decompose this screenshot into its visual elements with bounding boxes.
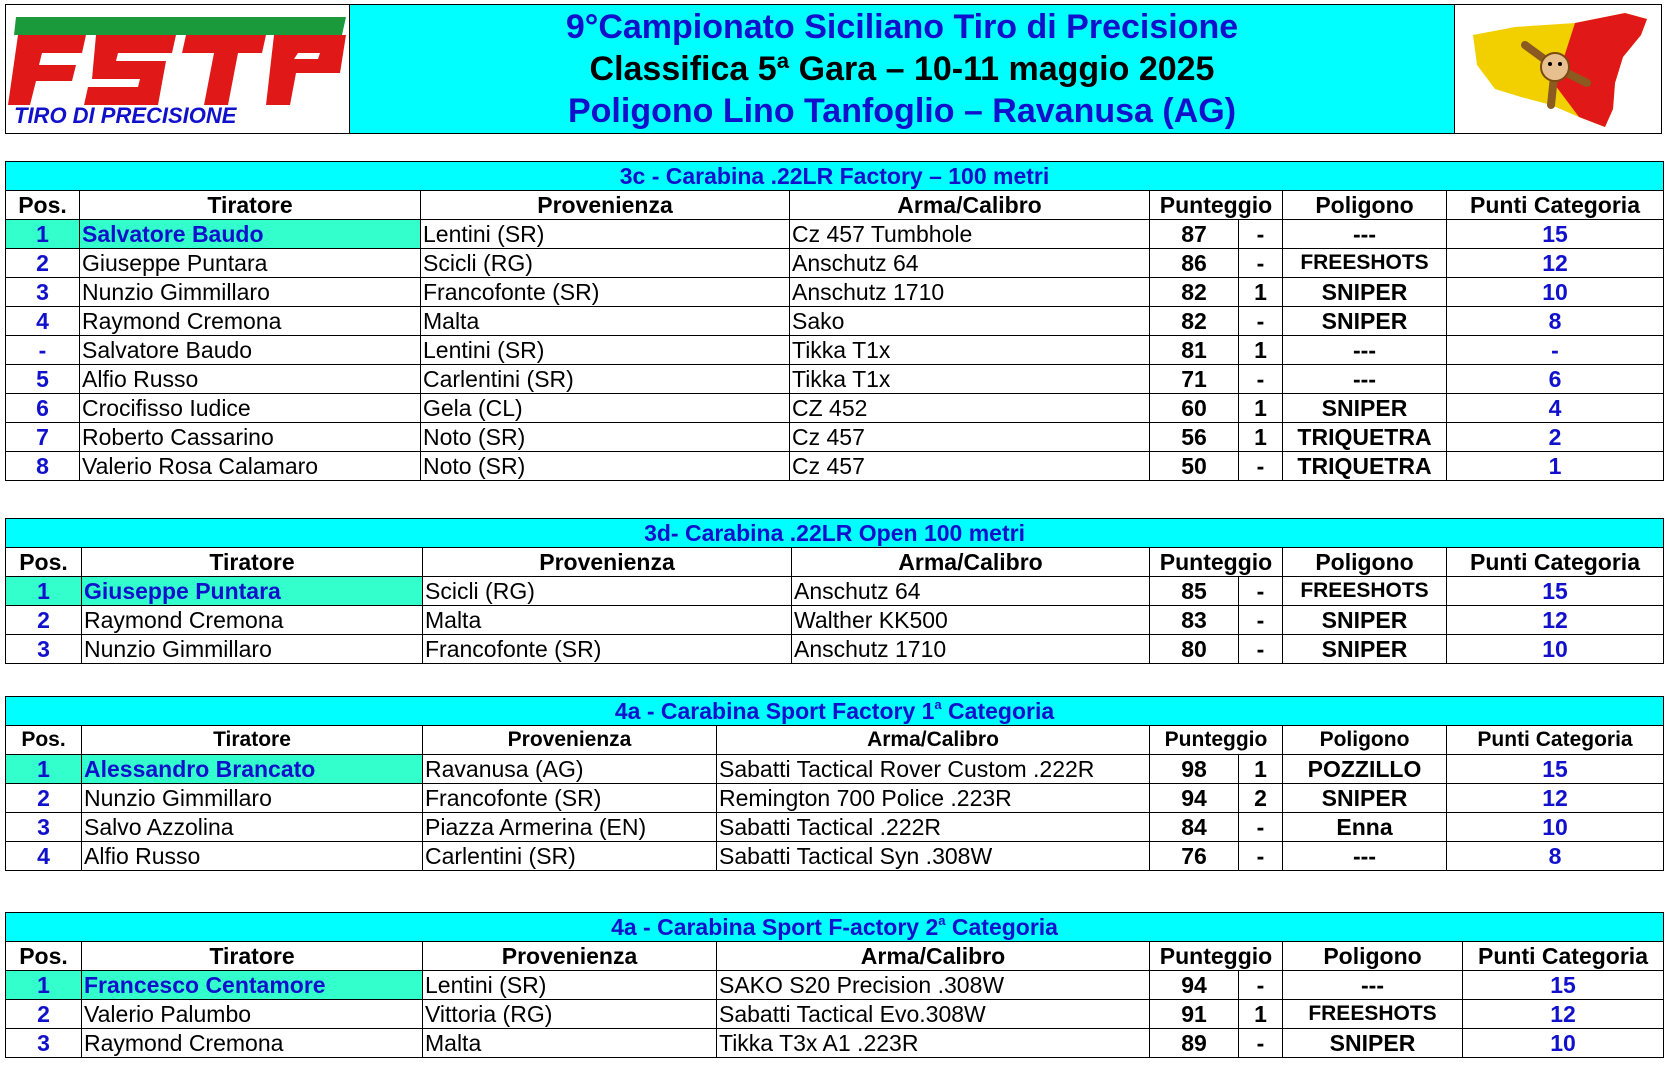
row-name: Nunzio Gimmillaro bbox=[82, 635, 423, 664]
row-poligono: SNIPER bbox=[1283, 1029, 1463, 1058]
col-punteggio: Punteggio bbox=[1150, 548, 1283, 577]
row-score: 76 bbox=[1150, 842, 1239, 871]
row-name: Salvo Azzolina bbox=[82, 813, 423, 842]
row-points: 2 bbox=[1447, 423, 1664, 452]
category-4a-1-table bbox=[5, 696, 1664, 871]
row-pos: 3 bbox=[6, 813, 82, 842]
row-prov: Noto (SR) bbox=[421, 423, 790, 452]
row-prov: Malta bbox=[421, 307, 790, 336]
row-score: 60 bbox=[1150, 394, 1239, 423]
row-poligono: --- bbox=[1283, 336, 1447, 365]
col-tiratore: Tiratore bbox=[80, 191, 421, 220]
table-row bbox=[6, 249, 1664, 278]
row-x: - bbox=[1239, 220, 1283, 249]
row-name: Valerio Palumbo bbox=[82, 1000, 423, 1029]
row-x: 1 bbox=[1239, 423, 1283, 452]
table-row bbox=[6, 452, 1664, 481]
row-name: Salvatore Baudo bbox=[80, 336, 421, 365]
trinacria-sicily-icon bbox=[1455, 5, 1661, 133]
col-tiratore: Tiratore bbox=[82, 726, 423, 755]
column-header-row bbox=[6, 548, 1664, 577]
row-poligono: TRIQUETRA bbox=[1283, 423, 1447, 452]
table-row bbox=[6, 971, 1664, 1000]
row-x: 1 bbox=[1239, 336, 1283, 365]
col-pos: Pos. bbox=[6, 191, 80, 220]
row-poligono: TRIQUETRA bbox=[1283, 452, 1447, 481]
row-x: - bbox=[1239, 365, 1283, 394]
col-poligono: Poligono bbox=[1283, 548, 1447, 577]
table-row bbox=[6, 842, 1664, 871]
col-pos: Pos. bbox=[6, 548, 82, 577]
row-x: - bbox=[1239, 842, 1283, 871]
col-poligono: Poligono bbox=[1283, 191, 1447, 220]
row-x: - bbox=[1239, 249, 1283, 278]
row-arma: Sabatti Tactical .222R bbox=[717, 813, 1150, 842]
row-pos: 6 bbox=[6, 394, 80, 423]
row-x: 1 bbox=[1239, 755, 1283, 784]
col-punti: Punti Categoria bbox=[1447, 191, 1664, 220]
row-name: Alfio Russo bbox=[80, 365, 421, 394]
row-points: 15 bbox=[1447, 577, 1664, 606]
category-3d-section bbox=[5, 518, 1663, 664]
row-arma: Cz 457 Tumbhole bbox=[790, 220, 1150, 249]
col-tiratore: Tiratore bbox=[82, 942, 423, 971]
row-score: 86 bbox=[1150, 249, 1239, 278]
row-pos: 8 bbox=[6, 452, 80, 481]
row-points: 8 bbox=[1447, 307, 1664, 336]
row-x: 2 bbox=[1239, 784, 1283, 813]
row-poligono: --- bbox=[1283, 842, 1447, 871]
row-pos: 1 bbox=[6, 577, 82, 606]
row-score: 98 bbox=[1150, 755, 1239, 784]
col-punteggio: Punteggio bbox=[1150, 191, 1283, 220]
row-points: 10 bbox=[1447, 813, 1664, 842]
row-x: - bbox=[1239, 452, 1283, 481]
row-prov: Carlentini (SR) bbox=[421, 365, 790, 394]
row-poligono: Enna bbox=[1283, 813, 1447, 842]
row-pos: 1 bbox=[6, 971, 82, 1000]
row-prov: Lentini (SR) bbox=[421, 336, 790, 365]
category-title: 3c - Carabina .22LR Factory – 100 metri bbox=[6, 162, 1664, 191]
row-x: - bbox=[1239, 577, 1283, 606]
fstp-logo bbox=[6, 5, 350, 133]
category-4a-2-section bbox=[5, 912, 1663, 1058]
row-prov: Lentini (SR) bbox=[423, 971, 717, 1000]
row-arma: Tikka T1x bbox=[790, 365, 1150, 394]
category-4a-2-table bbox=[5, 912, 1664, 1058]
row-prov: Scicli (RG) bbox=[423, 577, 792, 606]
row-score: 81 bbox=[1150, 336, 1239, 365]
row-score: 89 bbox=[1150, 1029, 1239, 1058]
row-pos: - bbox=[6, 336, 80, 365]
table-row bbox=[6, 606, 1664, 635]
table-row bbox=[6, 755, 1664, 784]
row-arma: Anschutz 1710 bbox=[792, 635, 1150, 664]
row-score: 84 bbox=[1150, 813, 1239, 842]
row-x: - bbox=[1239, 635, 1283, 664]
column-header-row bbox=[6, 942, 1664, 971]
row-arma: Sako bbox=[790, 307, 1150, 336]
row-prov: Malta bbox=[423, 606, 792, 635]
row-points: 12 bbox=[1447, 606, 1664, 635]
row-poligono: --- bbox=[1283, 365, 1447, 394]
row-x: - bbox=[1239, 606, 1283, 635]
row-prov: Lentini (SR) bbox=[421, 220, 790, 249]
row-poligono: SNIPER bbox=[1283, 606, 1447, 635]
row-score: 71 bbox=[1150, 365, 1239, 394]
row-name: Alfio Russo bbox=[82, 842, 423, 871]
row-prov: Vittoria (RG) bbox=[423, 1000, 717, 1029]
row-x: - bbox=[1239, 307, 1283, 336]
row-points: 4 bbox=[1447, 394, 1664, 423]
column-header-row bbox=[6, 191, 1664, 220]
table-row bbox=[6, 577, 1664, 606]
col-punti: Punti Categoria bbox=[1447, 548, 1664, 577]
row-poligono: FREESHOTS bbox=[1283, 249, 1447, 278]
row-arma: Anschutz 1710 bbox=[790, 278, 1150, 307]
row-arma: Remington 700 Police .223R bbox=[717, 784, 1150, 813]
table-row bbox=[6, 784, 1664, 813]
row-poligono: SNIPER bbox=[1283, 394, 1447, 423]
col-poligono: Poligono bbox=[1283, 942, 1463, 971]
col-punti: Punti Categoria bbox=[1463, 942, 1664, 971]
row-pos: 1 bbox=[6, 220, 80, 249]
table-row bbox=[6, 1000, 1664, 1029]
row-pos: 4 bbox=[6, 842, 82, 871]
row-arma: Anschutz 64 bbox=[792, 577, 1150, 606]
table-row bbox=[6, 813, 1664, 842]
row-score: 50 bbox=[1150, 452, 1239, 481]
row-points: 15 bbox=[1463, 971, 1664, 1000]
row-prov: Francofonte (SR) bbox=[423, 784, 717, 813]
category-title-sup: a bbox=[934, 697, 942, 712]
row-points: 1 bbox=[1447, 452, 1664, 481]
row-pos: 3 bbox=[6, 635, 82, 664]
category-title-sup: a bbox=[938, 913, 946, 928]
fstp-logo-icon bbox=[6, 5, 350, 133]
row-name: Francesco Centamore bbox=[82, 971, 423, 1000]
page-title-box bbox=[350, 5, 1455, 133]
row-prov: Gela (CL) bbox=[421, 394, 790, 423]
row-prov: Francofonte (SR) bbox=[421, 278, 790, 307]
row-points: - bbox=[1447, 336, 1664, 365]
row-name: Giuseppe Puntara bbox=[80, 249, 421, 278]
venue-title: Poligono Lino Tanfoglio – Ravanusa (AG) bbox=[567, 92, 1237, 130]
row-prov: Scicli (RG) bbox=[421, 249, 790, 278]
row-x: - bbox=[1239, 813, 1283, 842]
row-points: 15 bbox=[1447, 220, 1664, 249]
row-score: 82 bbox=[1150, 278, 1239, 307]
row-prov: Francofonte (SR) bbox=[423, 635, 792, 664]
row-pos: 2 bbox=[6, 606, 82, 635]
table-row bbox=[6, 336, 1664, 365]
col-provenienza: Provenienza bbox=[423, 942, 717, 971]
table-row bbox=[6, 278, 1664, 307]
table-row bbox=[6, 220, 1664, 249]
row-arma: Sabatti Tactical Evo.308W bbox=[717, 1000, 1150, 1029]
row-arma: Cz 457 bbox=[790, 452, 1150, 481]
table-row bbox=[6, 635, 1664, 664]
row-pos: 5 bbox=[6, 365, 80, 394]
row-pos: 3 bbox=[6, 1029, 82, 1058]
row-name: Crocifisso Iudice bbox=[80, 394, 421, 423]
row-x: - bbox=[1239, 971, 1283, 1000]
col-punteggio: Punteggio bbox=[1150, 726, 1283, 755]
row-x: 1 bbox=[1239, 278, 1283, 307]
row-arma: Walther KK500 bbox=[792, 606, 1150, 635]
table-row bbox=[6, 394, 1664, 423]
row-name: Valerio Rosa Calamaro bbox=[80, 452, 421, 481]
row-pos: 2 bbox=[6, 784, 82, 813]
category-3d-table bbox=[5, 518, 1664, 664]
col-provenienza: Provenienza bbox=[423, 548, 792, 577]
column-header-row bbox=[6, 726, 1664, 755]
row-arma: Cz 457 bbox=[790, 423, 1150, 452]
col-punteggio: Punteggio bbox=[1150, 942, 1283, 971]
category-4a-1-section bbox=[5, 696, 1663, 871]
row-arma: Sabatti Tactical Rover Custom .222R bbox=[717, 755, 1150, 784]
row-pos: 2 bbox=[6, 249, 80, 278]
row-arma: CZ 452 bbox=[790, 394, 1150, 423]
table-row bbox=[6, 423, 1664, 452]
col-tiratore: Tiratore bbox=[82, 548, 423, 577]
row-arma: Tikka T1x bbox=[790, 336, 1150, 365]
row-arma: Anschutz 64 bbox=[790, 249, 1150, 278]
row-x: 1 bbox=[1239, 1000, 1283, 1029]
category-title-pre: 4a - Carabina Sport Factory 1 bbox=[614, 698, 935, 724]
row-name: Nunzio Gimmillaro bbox=[82, 784, 423, 813]
row-points: 12 bbox=[1447, 249, 1664, 278]
col-provenienza: Provenienza bbox=[421, 191, 790, 220]
row-score: 83 bbox=[1150, 606, 1239, 635]
row-prov: Noto (SR) bbox=[421, 452, 790, 481]
row-poligono: FREESHOTS bbox=[1283, 577, 1447, 606]
category-title-pre: 4a - Carabina Sport F-actory 2 bbox=[611, 914, 939, 940]
row-points: 15 bbox=[1447, 755, 1664, 784]
ranking-title: Classifica 5ª Gara – 10-11 maggio 2025 bbox=[589, 50, 1215, 88]
row-name: Alessandro Brancato bbox=[82, 755, 423, 784]
category-title-post: Categoria bbox=[941, 698, 1055, 724]
row-score: 94 bbox=[1150, 971, 1239, 1000]
row-name: Nunzio Gimmillaro bbox=[80, 278, 421, 307]
row-points: 12 bbox=[1463, 1000, 1664, 1029]
row-x: 1 bbox=[1239, 394, 1283, 423]
row-points: 6 bbox=[1447, 365, 1664, 394]
row-score: 87 bbox=[1150, 220, 1239, 249]
row-pos: 2 bbox=[6, 1000, 82, 1029]
row-name: Giuseppe Puntara bbox=[82, 577, 423, 606]
col-arma: Arma/Calibro bbox=[790, 191, 1150, 220]
category-title: 3d- Carabina .22LR Open 100 metri bbox=[6, 519, 1664, 548]
category-title bbox=[6, 913, 1664, 942]
row-prov: Malta bbox=[423, 1029, 717, 1058]
row-points: 8 bbox=[1447, 842, 1664, 871]
row-name: Raymond Cremona bbox=[82, 606, 423, 635]
row-score: 85 bbox=[1150, 577, 1239, 606]
row-poligono: --- bbox=[1283, 971, 1463, 1000]
row-points: 10 bbox=[1463, 1029, 1664, 1058]
fstp-logo-subtitle: TIRO DI PRECISIONE bbox=[14, 103, 237, 128]
row-name: Roberto Cassarino bbox=[80, 423, 421, 452]
table-row bbox=[6, 365, 1664, 394]
row-pos: 7 bbox=[6, 423, 80, 452]
row-name: Salvatore Baudo bbox=[80, 220, 421, 249]
row-pos: 1 bbox=[6, 755, 82, 784]
row-arma: Sabatti Tactical Syn .308W bbox=[717, 842, 1150, 871]
row-pos: 4 bbox=[6, 307, 80, 336]
col-arma: Arma/Calibro bbox=[717, 942, 1150, 971]
row-x: - bbox=[1239, 1029, 1283, 1058]
championship-title: 9°Campionato Siciliano Tiro di Precisione bbox=[565, 8, 1239, 46]
row-pos: 3 bbox=[6, 278, 80, 307]
trinacria-logo bbox=[1455, 5, 1661, 133]
col-provenienza: Provenienza bbox=[423, 726, 717, 755]
col-poligono: Poligono bbox=[1283, 726, 1447, 755]
row-score: 91 bbox=[1150, 1000, 1239, 1029]
row-prov: Piazza Armerina (EN) bbox=[423, 813, 717, 842]
row-poligono: FREESHOTS bbox=[1283, 1000, 1463, 1029]
category-3c-table bbox=[5, 161, 1664, 481]
row-poligono: SNIPER bbox=[1283, 784, 1447, 813]
table-row bbox=[6, 1029, 1664, 1058]
row-name: Raymond Cremona bbox=[80, 307, 421, 336]
row-points: 10 bbox=[1447, 635, 1664, 664]
row-arma: SAKO S20 Precision .308W bbox=[717, 971, 1150, 1000]
row-name: Raymond Cremona bbox=[82, 1029, 423, 1058]
row-score: 80 bbox=[1150, 635, 1239, 664]
category-3c-section bbox=[5, 161, 1663, 481]
row-poligono: POZZILLO bbox=[1283, 755, 1447, 784]
page-header bbox=[5, 4, 1662, 134]
category-title bbox=[6, 697, 1664, 726]
col-pos: Pos. bbox=[6, 726, 82, 755]
row-prov: Carlentini (SR) bbox=[423, 842, 717, 871]
col-arma: Arma/Calibro bbox=[717, 726, 1150, 755]
row-score: 82 bbox=[1150, 307, 1239, 336]
row-poligono: SNIPER bbox=[1283, 635, 1447, 664]
row-arma: Tikka T3x A1 .223R bbox=[717, 1029, 1150, 1058]
row-points: 10 bbox=[1447, 278, 1664, 307]
col-pos: Pos. bbox=[6, 942, 82, 971]
row-poligono: --- bbox=[1283, 220, 1447, 249]
row-poligono: SNIPER bbox=[1283, 278, 1447, 307]
table-row bbox=[6, 307, 1664, 336]
row-prov: Ravanusa (AG) bbox=[423, 755, 717, 784]
row-score: 94 bbox=[1150, 784, 1239, 813]
col-arma: Arma/Calibro bbox=[792, 548, 1150, 577]
row-points: 12 bbox=[1447, 784, 1664, 813]
col-punti: Punti Categoria bbox=[1447, 726, 1664, 755]
category-title-post: Categoria bbox=[945, 914, 1058, 940]
row-poligono: SNIPER bbox=[1283, 307, 1447, 336]
row-score: 56 bbox=[1150, 423, 1239, 452]
